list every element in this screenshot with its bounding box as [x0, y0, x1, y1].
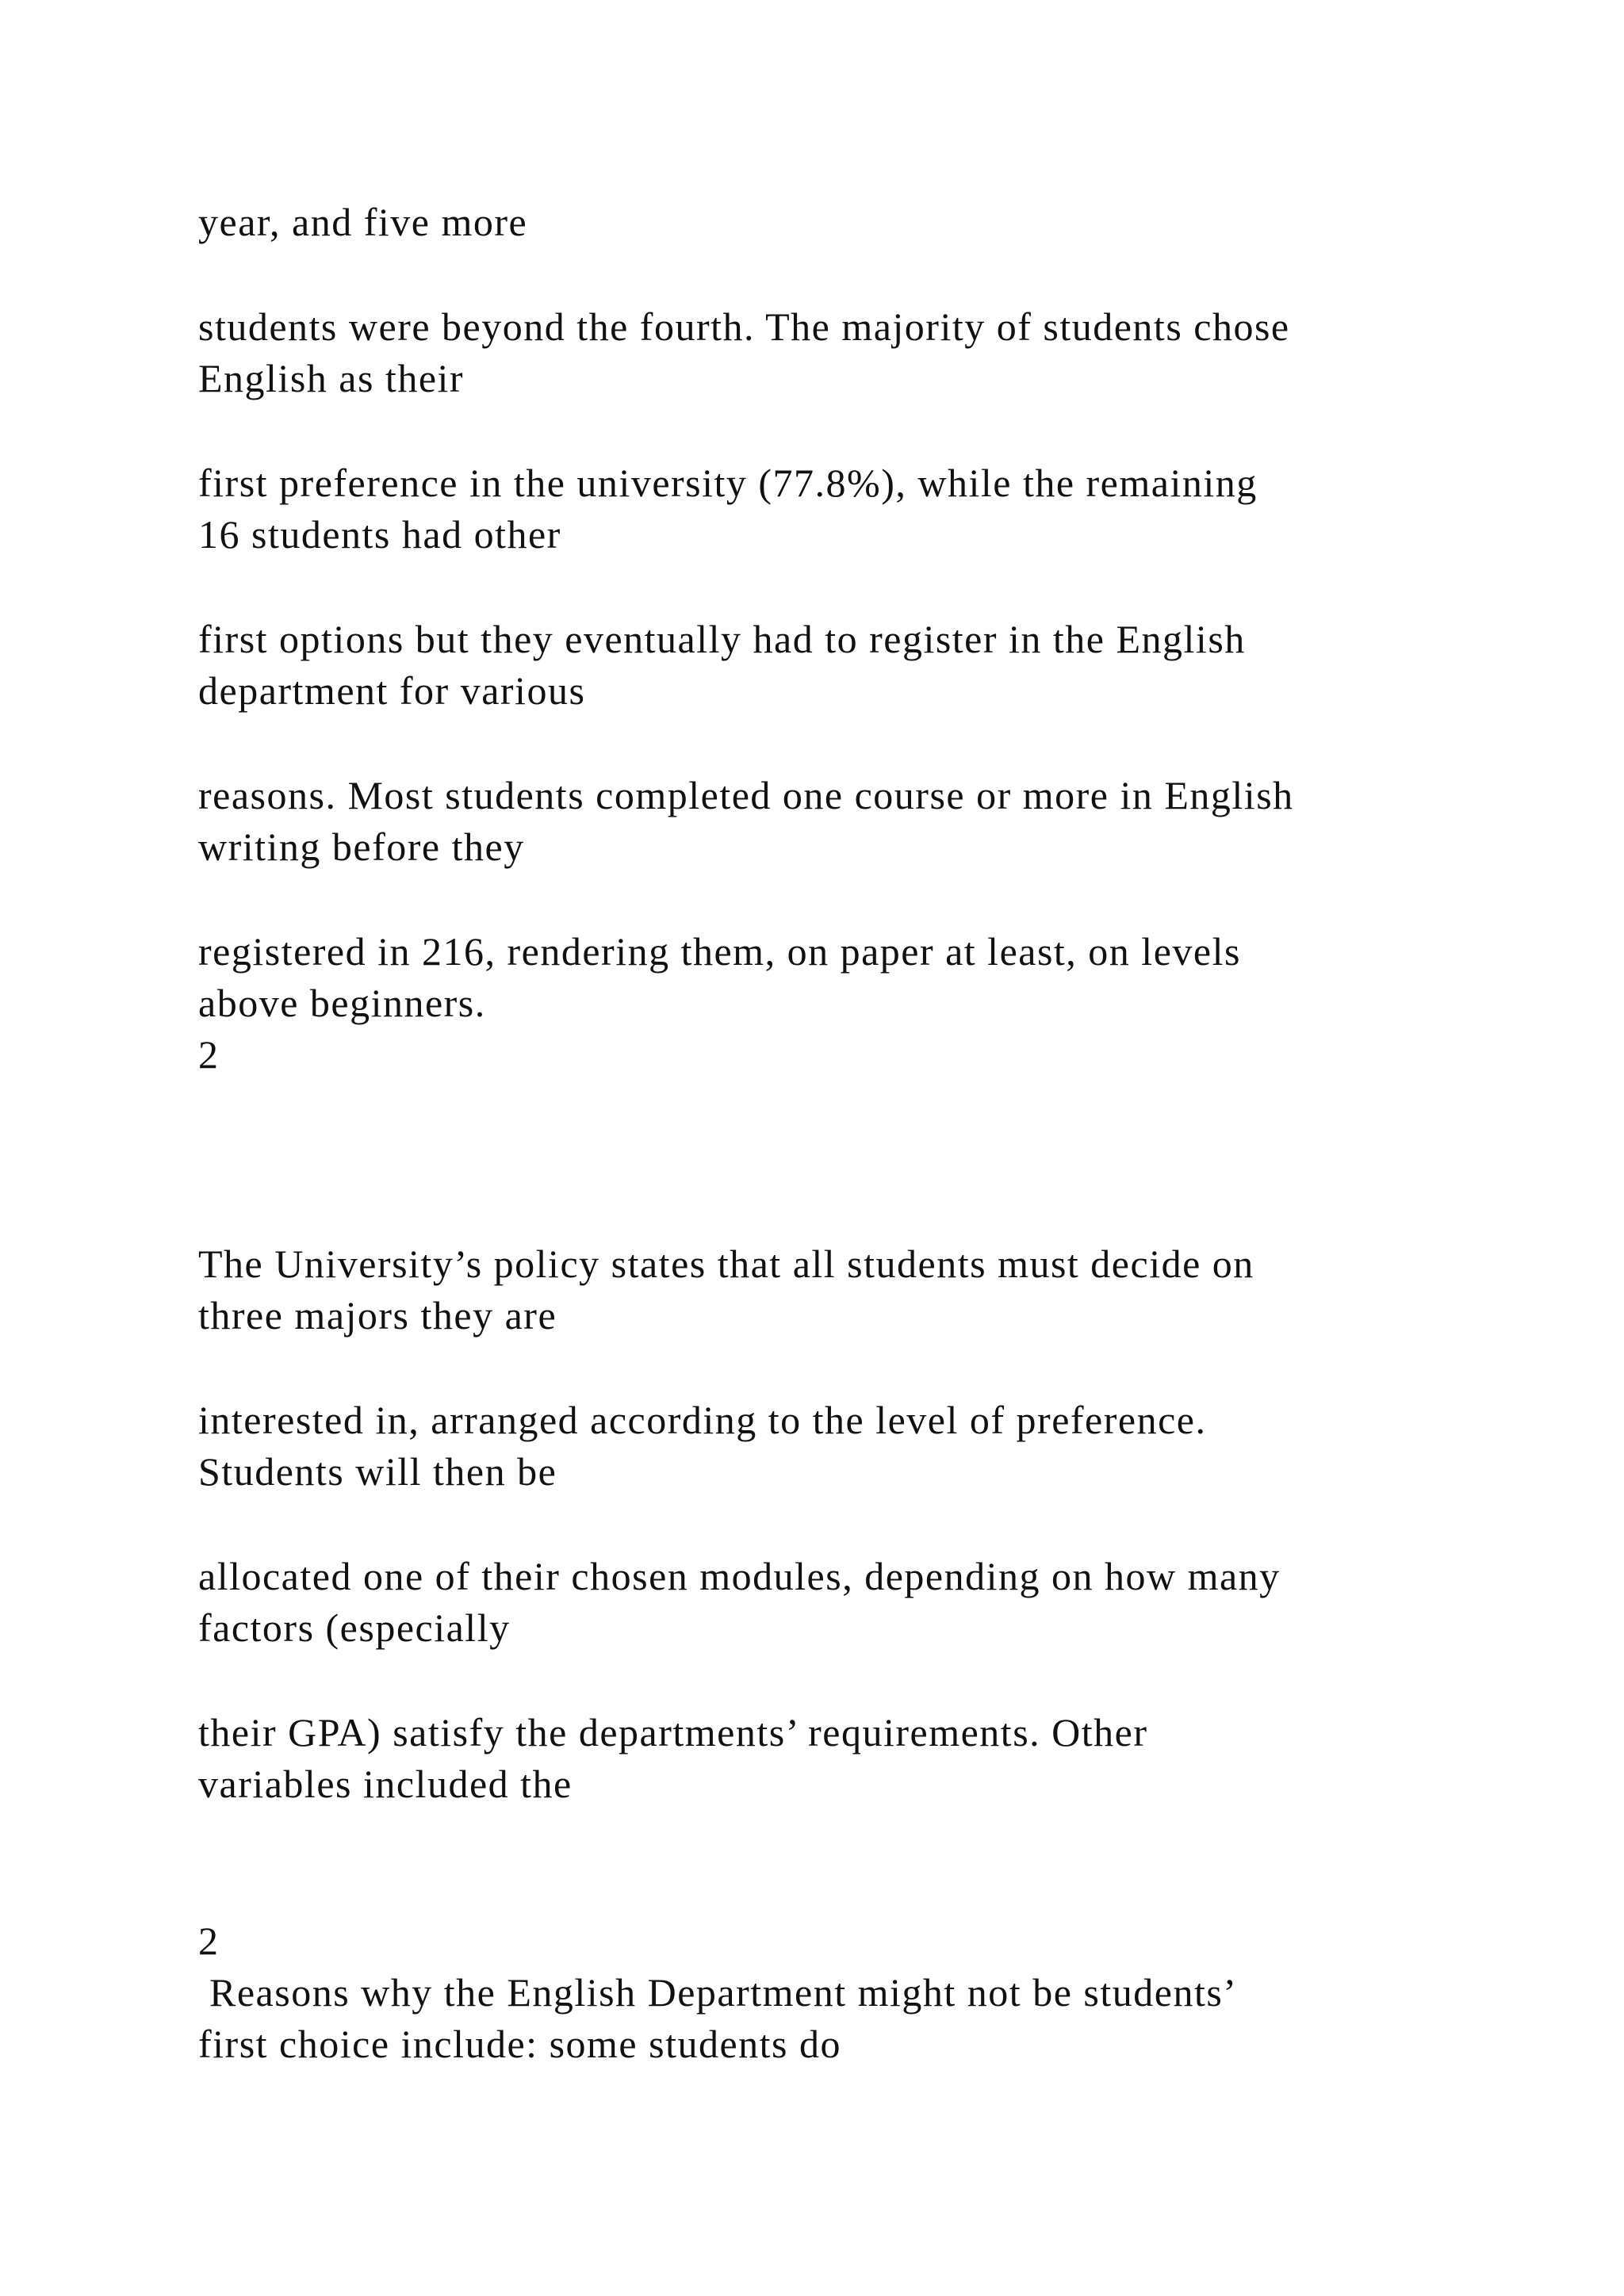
- footnote-marker: 2: [198, 1032, 220, 1077]
- text-line: interested in, arranged according to the level of preference.: [198, 1398, 1207, 1442]
- footnote-text: Reasons why the English Department might not be students’: [198, 1970, 1238, 2015]
- text-line: year, and five more: [198, 200, 528, 244]
- text-line: first options but they eventually had to register in the English: [198, 617, 1246, 661]
- text-line: variables included the: [198, 1762, 573, 1806]
- text-line: writing before they: [198, 825, 525, 869]
- text-line: three majors they are: [198, 1293, 557, 1337]
- text-line: English as their: [198, 356, 465, 400]
- text-line: 16 students had other: [198, 512, 561, 557]
- text-line: Students will then be: [198, 1449, 557, 1494]
- text-line: their GPA) satisfy the departments’ requirements. Other: [198, 1710, 1148, 1755]
- text-line: allocated one of their chosen modules, depending on how many: [198, 1554, 1281, 1598]
- text-line: reasons. Most students completed one course or more in English: [198, 773, 1294, 817]
- text-line: The University’s policy states that all students must decide on: [198, 1242, 1254, 1286]
- footnote-text: first choice include: some students do: [198, 2022, 842, 2066]
- text-line: factors (especially: [198, 1605, 511, 1650]
- footnote-number: 2: [198, 1919, 220, 1963]
- text-line: students were beyond the fourth. The majority of students chose: [198, 304, 1290, 349]
- text-line: registered in 216, rendering them, on paper at least, on levels: [198, 929, 1241, 974]
- text-line: above beginners.: [198, 981, 486, 1025]
- text-line: first preference in the university (77.8%), while the remaining: [198, 461, 1258, 505]
- text-line: department for various: [198, 668, 586, 713]
